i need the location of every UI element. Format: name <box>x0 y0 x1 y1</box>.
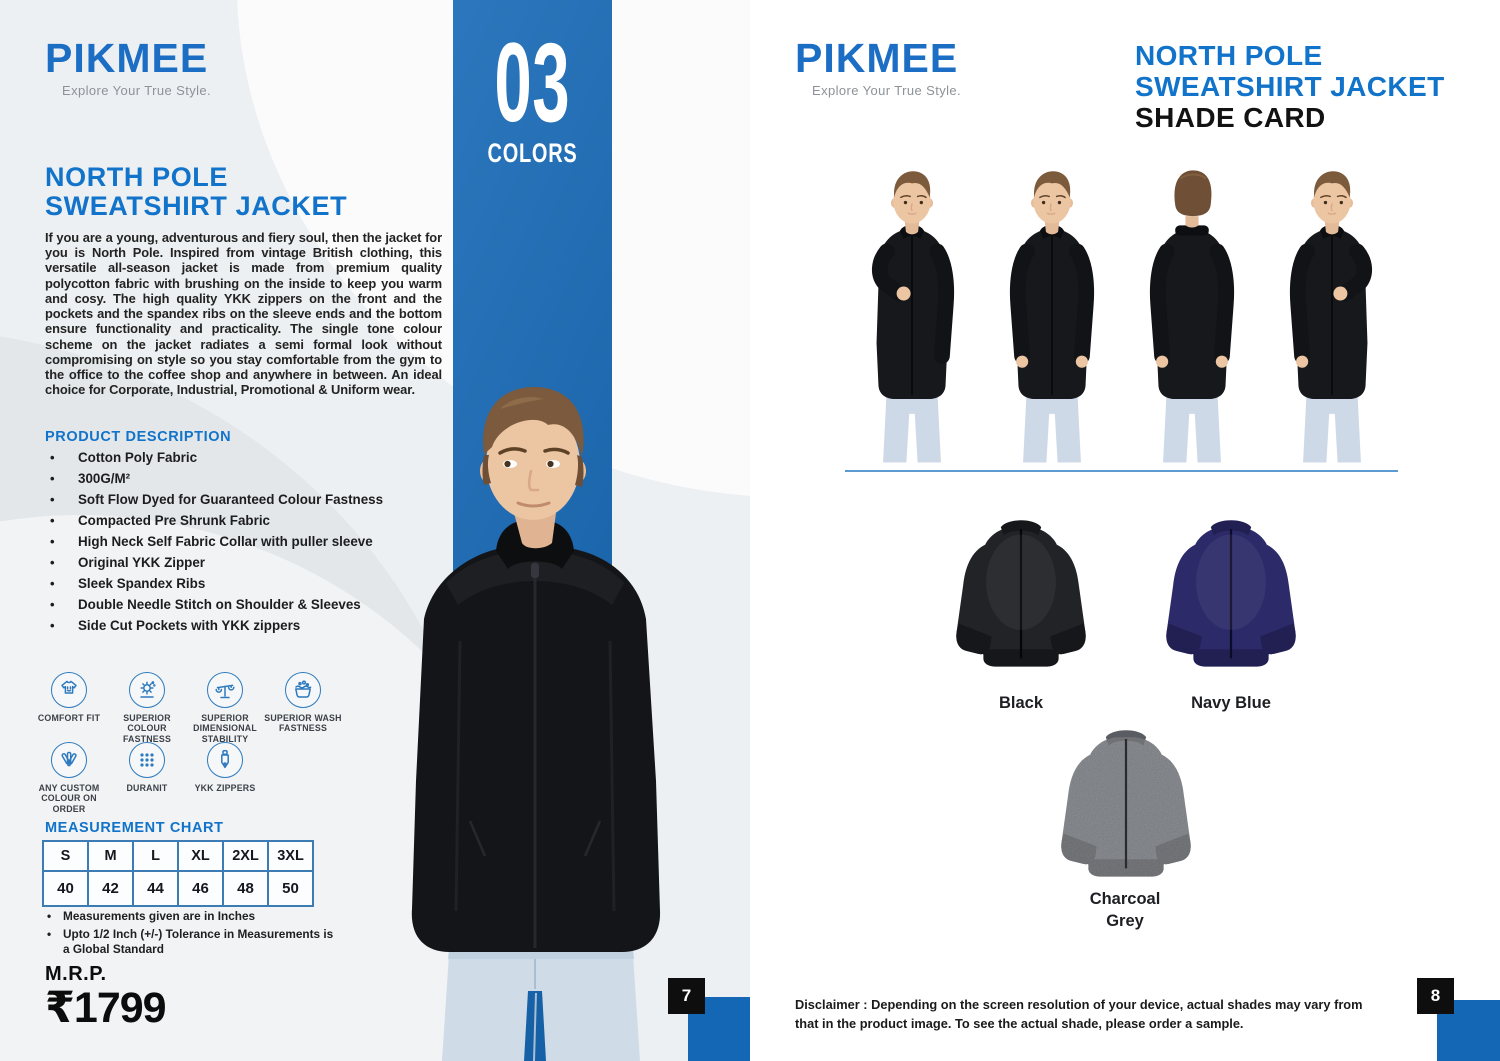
model-photo-back <box>1122 158 1262 472</box>
list-item: • Cotton Poly Fabric <box>45 450 397 466</box>
zipper-icon <box>213 748 237 772</box>
shade-card-title-line3: SHADE CARD <box>1135 102 1326 134</box>
page-title-line2: SWEATSHIRT JACKET <box>45 191 348 222</box>
list-item: • Double Needle Stitch on Shoulder & Sleeves <box>45 597 397 613</box>
brand-logo <box>795 35 962 98</box>
wash-icon <box>291 678 315 702</box>
brand-name: PIKMEE <box>45 35 209 81</box>
shade-card-title-line1: NORTH POLE <box>1135 40 1323 71</box>
intro-paragraph: If you are a young, adventurous and fiery soul, then the jacket for you is North Pole. Inspired from vintage British clothing, this versatile all-season jacket is made from premium quality polycotton fabric with brushing on the inside to keep you warm and cosy. The high quality YKK zippers on the front and the pockets and the spandex ribs on the sleeve ends and the bottom ensure functionality and practicality. The single tone colour scheme on the jacket radiates a semi formal look without compromising on style so you stay comfortable from the gym to the office to the coffee shop and anywhere in between. An ideal choice for Corporate, Industrial, Promotional & Uniform wear. <box>45 230 442 398</box>
list-item: • Soft Flow Dyed for Guaranteed Colour Fastness <box>45 492 397 508</box>
table-header-row: S M L XL 2XL 3XL <box>43 841 313 871</box>
feature-comfort-fit: COMFORT FIT <box>30 672 108 744</box>
feature-duranit: DURANIT <box>108 742 186 814</box>
shade-swatch-black <box>943 508 1099 684</box>
disclaimer-text: Disclaimer : Depending on the screen resolution of your device, actual shades may vary from that in the product image. To see the actual shade, please order a sample. <box>795 997 1363 1032</box>
tshirt-icon <box>57 678 81 702</box>
model-photos-row <box>842 158 1402 472</box>
page-number-badge: 7 <box>668 978 705 1014</box>
shade-label: Black <box>998 694 1044 712</box>
balance-icon <box>213 678 237 702</box>
measurement-table <box>42 840 314 907</box>
feature-badges-row2 <box>30 742 264 814</box>
list-item: • Compacted Pre Shrunk Fabric <box>45 513 397 529</box>
feature-dimensional-stability: SUPERIOR DIMENSIONAL STABILITY <box>186 672 264 744</box>
feature-ykk-zippers: YKK ZIPPERS <box>186 742 264 814</box>
shade-label: Navy Blue <box>1191 694 1271 712</box>
mrp-label: M.R.P. <box>45 963 107 985</box>
list-item: • Original YKK Zipper <box>45 555 397 571</box>
colors-count-label: COLORS <box>487 138 578 169</box>
colors-count-number: 03 <box>494 20 571 145</box>
hero-model-photo <box>350 351 720 1061</box>
models-underline <box>845 470 1398 472</box>
dots-grid-icon <box>135 748 159 772</box>
brand-tagline: Explore Your True Style. <box>812 83 962 98</box>
list-item: • Side Cut Pockets with YKK zippers <box>45 618 397 634</box>
shade-card-title-line2: SWEATSHIRT JACKET <box>1135 71 1445 103</box>
feature-colour-fastness: SUPERIOR COLOUR FASTNESS <box>108 672 186 744</box>
page-number-badge: 8 <box>1417 978 1454 1014</box>
mrp-price: ₹1799 <box>45 984 166 1032</box>
brand-tagline: Explore Your True Style. <box>62 83 212 98</box>
page-title-line1: NORTH POLE <box>45 162 229 192</box>
measurement-notes <box>45 909 341 960</box>
mrp-block <box>45 963 166 1031</box>
feature-wash-fastness: SUPERIOR WASH FASTNESS <box>264 672 342 744</box>
list-item: • Upto 1/2 Inch (+/-) Tolerance in Measurements is a Global Standard <box>45 927 341 958</box>
model-photo-front-2 <box>982 158 1122 472</box>
page-title <box>45 163 347 221</box>
model-photo-front-3 <box>1262 158 1402 472</box>
product-description-heading: PRODUCT DESCRIPTION <box>45 429 232 445</box>
list-item: • Measurements given are in Inches <box>45 909 341 925</box>
list-item: • Sleek Spandex Ribs <box>45 576 397 592</box>
brand-name: PIKMEE <box>795 35 959 81</box>
shade-label: Charcoal Grey <box>1089 890 1161 931</box>
model-photo-front-1 <box>842 158 982 472</box>
colors-count-badge <box>453 20 612 169</box>
measurement-chart-heading: MEASUREMENT CHART <box>45 820 224 836</box>
feature-badges-row1 <box>30 672 342 744</box>
color-fan-icon <box>57 748 81 772</box>
shade-swatch-charcoal <box>1048 718 1204 894</box>
shade-swatch-navy <box>1153 508 1309 684</box>
right-page <box>750 0 1500 1061</box>
list-item: • High Neck Self Fabric Collar with puller sleeve <box>45 534 397 550</box>
product-description-list <box>45 450 397 639</box>
brand-logo <box>45 35 212 98</box>
feature-custom-colour: ANY CUSTOM COLOUR ON ORDER <box>30 742 108 814</box>
list-item: • 300G/M² <box>45 471 397 487</box>
table-value-row: 40 42 44 46 48 50 <box>43 871 313 906</box>
shade-card-title <box>1135 40 1445 133</box>
sun-icon <box>135 678 159 702</box>
